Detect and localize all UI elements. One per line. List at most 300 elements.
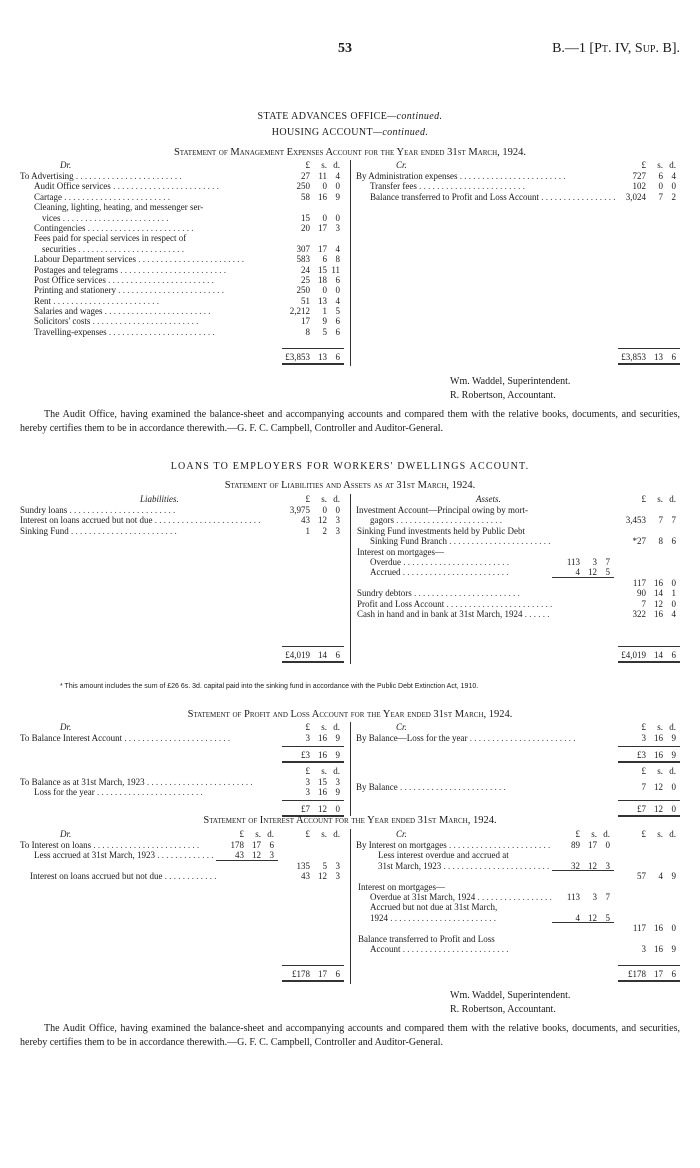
mgmt-left-value-l: 27 [301, 171, 310, 181]
pl-total2-right-l: £7 [637, 804, 646, 814]
liab-header-lsd-2: d. [333, 494, 340, 504]
int-left-inner-il [216, 861, 244, 871]
int-right-inner-id [597, 871, 610, 881]
pl-total2-right [356, 800, 680, 814]
assets-right-inner-id [597, 515, 610, 525]
int-right-row [356, 913, 680, 923]
assets-right-inner-is [580, 536, 597, 546]
int-right-inner-il: 113 [566, 891, 580, 902]
mgmt-left-row [20, 254, 344, 264]
assets-right-value-l: 117 [632, 577, 646, 588]
pl-left2-row [20, 787, 344, 797]
int-cr-header-lsd-2: d. [669, 829, 676, 839]
assets-right-inner-is [580, 588, 597, 598]
pl-total1-left-l: £3 [301, 750, 310, 760]
pl-total1-right [356, 746, 680, 760]
pl-right2-row [356, 782, 680, 792]
assets-right-amount [618, 505, 680, 515]
mgmt-left-value-l: 51 [301, 295, 310, 306]
mgmt-left-value-s: 15 [318, 264, 327, 275]
mgmt-left-amount [282, 213, 344, 223]
liab-header-label: Liabilities. [140, 494, 179, 504]
assets-right-amount [618, 599, 680, 609]
mgmt-left-value-l [282, 233, 310, 243]
mgmt-left-value-d: 3 [335, 222, 340, 233]
mgmt-total-right-d: 6 [671, 352, 676, 362]
assets-right-amount [618, 567, 680, 577]
assets-right-inner-il: 113 [566, 556, 580, 567]
mgmt-left-row [20, 213, 344, 223]
int-left-inner-id [261, 861, 274, 871]
mgmt-left-amount [282, 192, 344, 202]
int-dr-header-lsd-0: £ [239, 829, 244, 839]
int-dr-header-lsd [282, 829, 344, 839]
int-left-inner-is [244, 861, 261, 871]
assets-right-value-s: 16 [654, 608, 663, 619]
mgmt-dr-header-label: Dr. [60, 160, 72, 170]
int-right-inner-is [580, 882, 597, 892]
pl-left1-label: To Balance Interest Account . . [20, 733, 282, 743]
mgmt-left-value-s: 0 [322, 181, 327, 192]
int-right-value-s [646, 934, 663, 944]
mgmt-left-value-d: 6 [335, 316, 340, 327]
pl-total1-right-l: £3 [637, 750, 646, 760]
mgmt-right-value-l: 102 [632, 181, 646, 192]
int-right-value-d [663, 840, 676, 850]
pl-right2-label: By Balance . . [356, 782, 618, 792]
mgmt-total-right-spacer [356, 348, 618, 358]
int-right-inner-id [597, 882, 610, 892]
int-right-row [356, 892, 680, 902]
mgmt-left-value-l: 15 [301, 212, 310, 223]
assets-right-value-l [618, 505, 646, 515]
mgmt-right [356, 171, 680, 202]
assets-right-value-s [646, 547, 663, 557]
mgmt-right-row [356, 171, 680, 181]
assets-right-row [356, 599, 680, 609]
pl-lsd2-right-label [356, 766, 618, 776]
int-cr-header-lsd [552, 829, 614, 839]
pl-left2-value-d: 3 [335, 777, 340, 787]
audit-certificate-2: The Audit Office, having examined the balance-sheet and accompanying accounts and compared them with the relative books, documents, and securities, hereby certifies them to be in accordance therewith.—G. F. C. Campbell, Controller and Auditor-General. [20, 1023, 680, 1048]
int-left-label [20, 861, 216, 871]
int-cr-header-lsd-1: s. [657, 829, 663, 839]
int-right-inner-id [597, 934, 610, 944]
int-right-value-l: 3 [641, 943, 646, 954]
column-divider [350, 829, 351, 984]
mgmt-right-value-s: 7 [658, 191, 663, 202]
pl-total1-left-amount [282, 746, 344, 763]
mgmt-left-amount [282, 244, 344, 254]
mgmt-left-label: Labour Department services . . [20, 254, 282, 264]
assets-right-inner-amount [552, 578, 614, 588]
int-left-label: Less accrued at 31st March, 1923 . . [20, 850, 216, 860]
pl-lsd2-right-lsd-0: £ [641, 766, 646, 776]
mgmt-left [20, 171, 344, 337]
liab-footnote: * This amount includes the sum of £26 6s. 3d. capital paid into the sinking fund in accordance with the Public Debt Extinction Act, 1910. [60, 683, 479, 690]
int-left-inner-amount [216, 840, 278, 850]
liab-left-row [20, 515, 344, 525]
pl-left2-value-s: 16 [318, 787, 327, 798]
int-total-right-amount [618, 965, 680, 982]
assets-right-value-d: 0 [671, 598, 676, 609]
pl-left2-amount [282, 777, 344, 787]
int-right-inner-id: 0 [605, 840, 610, 850]
int-total-left [20, 965, 344, 979]
liab-left [20, 505, 344, 536]
pl-left1-value-s: 16 [318, 733, 327, 743]
int-left-inner-is: 12 [252, 850, 261, 861]
pl-total2-left-d: 0 [335, 804, 340, 814]
assets-right-inner-amount [552, 599, 614, 609]
int-right-inner-amount [552, 902, 614, 912]
int-left-label: To Interest on loans . . [20, 840, 216, 850]
pl-left2-value-s: 15 [318, 777, 327, 787]
mgmt-total-right [356, 348, 680, 362]
mgmt-right-value-l: 727 [632, 171, 646, 181]
int-total-left-spacer [20, 965, 282, 975]
int-right-inner-is [580, 850, 597, 860]
assets-right-inner-is: 12 [588, 567, 597, 578]
int-right-amount [618, 934, 680, 944]
liab-header-lsd-0: £ [305, 494, 310, 504]
assets-right-value-s: 16 [654, 577, 663, 588]
mgmt-left-value-s [310, 202, 327, 212]
assets-header-label: Assets. [476, 494, 501, 504]
int-left-value-l: 135 [296, 860, 310, 871]
assets-right-value-s [646, 557, 663, 567]
int-right-inner-il [552, 882, 580, 892]
assets-right-inner-amount [552, 567, 614, 577]
liab-total-right-d: 6 [671, 650, 676, 660]
interest-account [20, 829, 680, 984]
int-right-value-l [618, 840, 646, 850]
assets-right-label: gagors . . [356, 515, 552, 525]
int-left-row [20, 861, 344, 871]
int-right-value-d [663, 882, 676, 892]
pl-cr-header-lsd-2: d. [669, 722, 676, 732]
assets-right-amount [618, 526, 680, 536]
pl-total1-right-d: 9 [671, 750, 676, 760]
int-right-value-s [646, 882, 663, 892]
assets-right-inner-il [552, 588, 580, 598]
mgmt-left-row [20, 181, 344, 191]
int-right-inner-is [580, 902, 597, 912]
pl-left2-value-l: 3 [305, 777, 310, 787]
mgmt-left-label: Solicitors' costs . . [20, 316, 282, 326]
int-left-inner-amount [216, 861, 278, 871]
int-right-inner-is [580, 871, 597, 881]
int-total-left-l: £178 [292, 969, 310, 979]
pl-total1-right-spacer [356, 746, 618, 756]
mgmt-left-value-l: 58 [301, 191, 310, 202]
int-right-inner-amount [552, 934, 614, 944]
int-right-value-d: 9 [671, 871, 676, 882]
int-right-row [356, 882, 680, 892]
assets-right-value-d [663, 526, 676, 536]
int-right-row [356, 861, 680, 871]
assets-right-label: Cash in hand and in bank at 31st March, 1924 . . [356, 609, 552, 619]
pl-left2-amount [282, 787, 344, 797]
int-right-inner-il: 89 [571, 840, 580, 850]
int-left-value-l: 43 [301, 871, 310, 882]
mgmt-left-value-l: 24 [301, 264, 310, 275]
mgmt-left-value-d: 8 [335, 254, 340, 265]
assets-right-inner-il [552, 536, 580, 546]
mgmt-left-value-s: 6 [322, 254, 327, 265]
pl-dr-header-lsd [282, 722, 344, 732]
assets-right-inner-is [580, 526, 597, 536]
liab-left-value-l: 3,975 [289, 505, 310, 515]
assets-right-row [356, 547, 680, 557]
assets-right-row [356, 557, 680, 567]
signature-accountant-1: R. Robertson, Accountant. [450, 390, 556, 401]
signature-superintendent-2: Wm. Waddel, Superintendent. [450, 990, 571, 1001]
liab-left-label: Sinking Fund . . [20, 526, 282, 536]
assets-right-inner-amount [552, 536, 614, 546]
int-right-inner-amount [552, 850, 614, 860]
mgmt-left-label: Rent . . [20, 296, 282, 306]
pl-left1-value-d: 9 [335, 733, 340, 743]
column-divider [350, 722, 351, 816]
mgmt-left-amount [282, 171, 344, 181]
pl-total2-left-l: £7 [301, 804, 310, 814]
assets-right-row [356, 536, 680, 546]
pl-right1-amount [618, 733, 680, 743]
liab-total-left-spacer [20, 646, 282, 656]
int-right-inner-id [597, 902, 610, 912]
int-total-right-l: £178 [628, 969, 646, 979]
int-left-value-d: 3 [335, 871, 340, 882]
int-right-value-l: 117 [632, 923, 646, 934]
assets-header-lsd-1: s. [657, 494, 663, 504]
int-right-inner-il [552, 944, 580, 954]
int-total-right [356, 965, 680, 979]
mgmt-left-label: securities . . [20, 244, 282, 254]
pl-left1-amount [282, 733, 344, 743]
signature-superintendent-1: Wm. Waddel, Superintendent. [450, 376, 571, 387]
liab-header [20, 494, 344, 504]
mgmt-left-label: Cartage . . [20, 192, 282, 202]
pl-right1-value-l: 3 [641, 733, 646, 743]
int-right-label: 31st March, 1923 . . [356, 861, 552, 871]
mgmt-left-label: Cleaning, lighting, heating, and messenger ser- [34, 202, 204, 213]
assets-right-value-l: 90 [637, 588, 646, 599]
int-right-amount [618, 861, 680, 871]
int-right-inner-id: 5 [605, 912, 610, 923]
pl-right1-value-s: 16 [654, 733, 663, 743]
mgmt-left-value-s: 0 [322, 285, 327, 296]
int-right-value-s [646, 913, 663, 923]
pl-left2-label: Loss for the year . . [20, 787, 282, 797]
int-right-label: By Interest on mortgages . . [356, 840, 552, 850]
mgmt-left-value-d [327, 202, 340, 212]
int-left-inner-id: 6 [269, 840, 274, 850]
int-right-label: Accrued but not due at 31st March, [370, 902, 498, 913]
int-right-amount [618, 892, 680, 902]
liab-left-amount [282, 526, 344, 536]
int-right-inner-amount [552, 913, 614, 923]
pl-total1-right-amount [618, 746, 680, 763]
int-left-amount [282, 850, 344, 860]
int-right-inner-amount [552, 871, 614, 881]
int-left-inner-id: 3 [269, 850, 274, 861]
int-right-row [356, 944, 680, 954]
assets-right-label: Interest on mortgages— [357, 546, 444, 557]
int-right-value-d [663, 850, 676, 860]
int-right-label: Less interest overdue and accrued at [378, 850, 509, 861]
int-left-value-l [282, 840, 310, 850]
assets-header-lsd [618, 494, 680, 504]
int-right-amount [618, 840, 680, 850]
mgmt-total-right-l: £3,853 [621, 352, 646, 362]
pl-lsd2-right-lsd-1: s. [657, 766, 663, 776]
int-right-value-s [646, 892, 663, 902]
assets-right-amount [618, 536, 680, 546]
liab-left-value-s: 0 [322, 505, 327, 515]
liab-statement-title: Statement of Liabilities and Assets as at 31st March, 1924. [224, 480, 476, 491]
int-total-left-amount [282, 965, 344, 982]
int-right-value-d [663, 913, 676, 923]
pl-lsd2-left [20, 766, 344, 776]
int-right-value-s [646, 850, 663, 860]
interest-statement-title: Statement of Interest Account for the Year ended 31st March, 1924. [203, 815, 497, 826]
assets-right-inner-id [597, 578, 610, 588]
assets-right-inner-id: 5 [605, 567, 610, 578]
assets-right-inner-amount [552, 505, 614, 515]
mgmt-left-value-d: 0 [335, 212, 340, 223]
liab-left-label: Interest on loans accrued but not due . . [20, 515, 282, 525]
mgmt-right-label: Transfer fees . . [356, 181, 618, 191]
mgmt-left-label: Audit Office services . . [20, 181, 282, 191]
mgmt-left-value-l: 20 [301, 222, 310, 233]
liab-total-left-s: 14 [318, 650, 327, 660]
mgmt-left-row [20, 192, 344, 202]
liab-left-value-s: 2 [322, 525, 327, 536]
mgmt-left-label: Travelling-expenses . . [20, 327, 282, 337]
int-right-value-s: 16 [654, 943, 663, 954]
mgmt-left-value-l: 2,212 [289, 306, 310, 317]
mgmt-left-label: Salaries and wages . . [20, 306, 282, 316]
int-cr-header-lsd [618, 829, 680, 839]
int-total-left-d: 6 [335, 969, 340, 979]
int-left-value-l [282, 850, 310, 860]
int-right-inner-il [552, 923, 580, 933]
profit-loss-account [20, 722, 680, 822]
assets-right-value-d: 6 [671, 536, 676, 547]
int-left-value-s: 12 [318, 871, 327, 882]
pl-cr-header [356, 722, 680, 732]
mgmt-left-amount [282, 296, 344, 306]
mgmt-right-amount [618, 171, 680, 181]
assets-right-label: Profit and Loss Account . . [356, 599, 552, 609]
assets-right-inner-il [552, 599, 580, 609]
int-right-value-d: 9 [671, 943, 676, 954]
int-right-amount [618, 902, 680, 912]
assets-right-inner-id [597, 505, 610, 515]
column-divider [350, 160, 351, 366]
int-right-amount [618, 871, 680, 881]
pl-dr-header-lsd-1: s. [321, 722, 327, 732]
mgmt-left-row [20, 202, 344, 212]
loans-title: LOANS TO EMPLOYERS FOR WORKERS' DWELLINGS ACCOUNT. [170, 461, 530, 472]
assets-right-inner-is [580, 609, 597, 619]
mgmt-total-right-amount [618, 348, 680, 365]
assets-right-label: Sinking Fund investments held by Public Debt [357, 525, 525, 536]
mgmt-left-value-d: 0 [335, 285, 340, 296]
assets-right-value-d [663, 505, 676, 515]
int-right-value-l [618, 934, 646, 944]
assets-right-value-s: 12 [654, 598, 663, 609]
mgmt-left-amount [282, 285, 344, 295]
mgmt-left-value-d: 0 [335, 181, 340, 192]
assets-right-label [356, 578, 552, 588]
assets-right-label: Sundry debtors . . [356, 588, 552, 598]
assets-right-amount [618, 547, 680, 557]
int-right-inner-amount [552, 923, 614, 933]
page-number: 53 [338, 41, 352, 56]
int-cr-header-lsd-0: £ [575, 829, 580, 839]
mgmt-right-value-l: 3,024 [625, 191, 646, 202]
liab-total-right-l: £4,019 [621, 650, 646, 660]
mgmt-left-value-d: 4 [335, 243, 340, 254]
mgmt-left-value-l: 307 [296, 243, 310, 254]
int-right-inner-il: 32 [571, 860, 580, 871]
mgmt-left-row [20, 327, 344, 337]
mgmt-left-value-s: 1 [322, 306, 327, 317]
pl-total1-left-s: 16 [318, 750, 327, 760]
mgmt-account [20, 160, 680, 366]
liab-left-value-d: 3 [335, 515, 340, 526]
liab-left-value-s: 12 [318, 515, 327, 526]
liab-total-left [20, 646, 344, 660]
assets-right-inner-amount [552, 515, 614, 525]
int-right-inner-il [552, 902, 580, 912]
int-total-left-s: 17 [318, 969, 327, 979]
int-right-value-d [663, 902, 676, 912]
pl-right2 [356, 782, 680, 792]
pl-lsd2-right-lsd-2: d. [669, 766, 676, 776]
mgmt-left-label: Contingencies . . [20, 223, 282, 233]
mgmt-total-right-s: 13 [654, 352, 663, 362]
pl-dr-header-label: Dr. [60, 722, 72, 732]
int-dr-header-label: Dr. [60, 829, 72, 839]
assets-right-inner-il [552, 505, 580, 515]
assets-right-label: Sinking Fund Branch . . [356, 536, 552, 546]
mgmt-left-value-s: 5 [322, 326, 327, 337]
assets-right-inner-il: 4 [575, 567, 580, 578]
mgmt-left-value-s: 18 [318, 274, 327, 285]
mgmt-total-left-amount [282, 348, 344, 365]
pl-right1-label: By Balance—Loss for the year . . [356, 733, 618, 743]
pl-lsd2-left-lsd-2: d. [333, 766, 340, 776]
pl-total2-right-s: 12 [654, 804, 663, 814]
assets-right-value-s: 14 [654, 588, 663, 599]
assets-right-value-s [646, 526, 663, 536]
liabilities-assets-account [20, 494, 680, 664]
mgmt-right-label: By Administration expenses . . [356, 171, 618, 181]
int-right-value-d: 0 [671, 923, 676, 934]
pl-left2 [20, 777, 344, 798]
mgmt-dr-header [20, 160, 344, 170]
liab-left-value-d: 3 [335, 525, 340, 536]
int-right-value-d [663, 892, 676, 902]
pl-right2-amount [618, 782, 680, 792]
assets-right-row [356, 505, 680, 515]
int-left-row [20, 840, 344, 850]
mgmt-dr-header-lsd-0: £ [305, 160, 310, 170]
pl-right1-row [356, 733, 680, 743]
